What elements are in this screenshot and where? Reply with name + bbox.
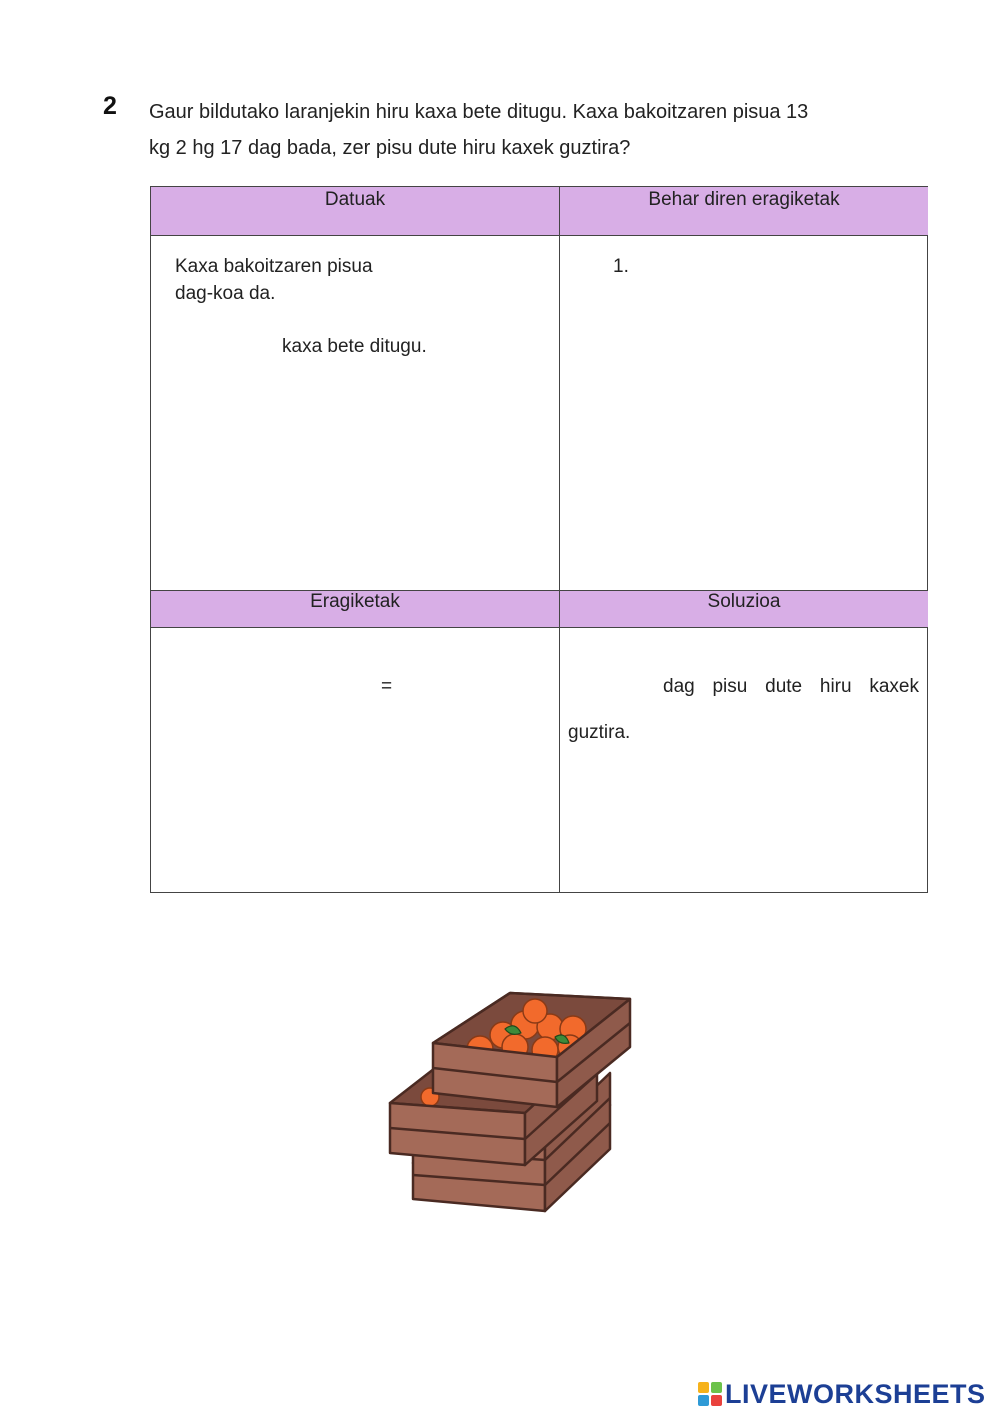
divider	[151, 235, 927, 236]
datuak-line-1: Kaxa bakoitzaren pisua	[175, 256, 373, 277]
divider	[151, 627, 927, 628]
column-divider	[559, 187, 560, 892]
solution-line-1: dag pisu dute hiru kaxek	[663, 676, 919, 697]
liveworksheets-watermark	[697, 1377, 986, 1411]
question-number: 2	[103, 92, 117, 120]
watermark-text: LIVEWORKSHEETS	[725, 1378, 986, 1409]
equals-sign: =	[381, 676, 393, 697]
solution-line-2: guztira.	[568, 722, 631, 743]
liveworksheets-logo-icon	[697, 1381, 723, 1407]
header-behar-diren-eragiketak: Behar diren eragiketak	[560, 187, 928, 235]
operation-item-1: 1.	[613, 256, 629, 277]
orange-crates-illustration	[385, 985, 635, 1215]
question-line-1: Gaur bildutako laranjekin hiru kaxa bete ditugu. Kaxa bakoitzaren pisua 13	[149, 101, 809, 123]
question-text	[149, 94, 889, 166]
header-eragiketak: Eragiketak	[151, 591, 559, 627]
answer-table	[150, 186, 928, 893]
header-soluzioa: Soluzioa	[560, 591, 928, 627]
header-datuak: Datuak	[151, 187, 559, 235]
datuak-line-3: kaxa bete ditugu.	[282, 336, 427, 357]
datuak-line-2: dag-koa da.	[175, 283, 276, 304]
question-line-2: kg 2 hg 17 dag bada, zer pisu dute hiru kaxek guztira?	[149, 137, 631, 159]
